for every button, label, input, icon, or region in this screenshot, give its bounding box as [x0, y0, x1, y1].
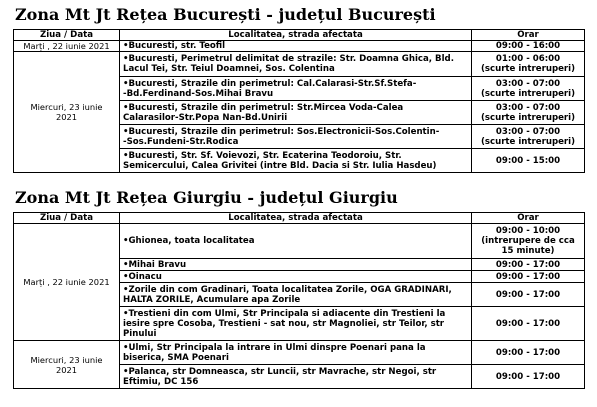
location-cell: •Bucuresti, Perimetrul delimitat de strazile: Str. Doamna Ghica, Bld. Lacul Tei, Str. Teiul Doamnei, Sos. Colentina: [120, 52, 472, 77]
schedule-cell: 03:00 - 07:00 (scurte intreruperi): [472, 125, 585, 149]
table-row: [14, 341, 585, 365]
header-date: Ziua / Data: [14, 30, 120, 41]
section-title: Zona Mt Jt Rețea București - județul București: [15, 5, 436, 24]
table-row: [14, 41, 585, 52]
schedule-cell: 09:00 - 17:00: [472, 271, 585, 283]
table-row: [14, 224, 585, 259]
location-cell: •Ghionea, toata localitatea: [120, 224, 472, 259]
schedule-cell: 01:00 - 06:00 (scurte intreruperi): [472, 52, 585, 77]
schedule-cell: 03:00 - 07:00 (scurte intreruperi): [472, 101, 585, 125]
header-date: Ziua / Data: [14, 213, 120, 224]
table-header-row: [14, 30, 585, 41]
date-cell: Marți , 22 iunie 2021: [14, 224, 120, 341]
location-cell: •Trestieni din com Ulmi, Str Principala si adiacente din Trestieni la iesire spre Cosoba, Trestieni - sat nou, str Magnoliei, str Teilor, str Pinului: [120, 307, 472, 341]
location-cell: •Bucuresti, Strazile din perimetrul: Cal.Calarasi-Str.Sf.Stefa- -Bd.Ferdinand-Sos.Mihai Bravu: [120, 77, 472, 101]
section-title: Zona Mt Jt Rețea Giurgiu - județul Giurgiu: [15, 188, 398, 207]
schedule-cell: 09:00 - 17:00: [472, 283, 585, 307]
schedule-cell: 03:00 - 07:00 (scurte intreruperi): [472, 77, 585, 101]
schedule-cell: 09:00 - 17:00: [472, 259, 585, 271]
date-cell: Marți , 22 iunie 2021: [14, 41, 120, 52]
location-cell: •Oinacu: [120, 271, 472, 283]
table-row: [14, 52, 585, 77]
schedule-cell: 09:00 - 16:00: [472, 41, 585, 52]
location-cell: •Ulmi, Str Principala la intrare in Ulmi dinspre Poenari pana la biserica, SMA Poenari: [120, 341, 472, 365]
location-cell: •Bucuresti, Strazile din perimetrul: Str.Mircea Voda-Calea Calarasilor-Str.Popa Nan-Bd.Unirii: [120, 101, 472, 125]
header-schedule: Orar: [472, 213, 585, 224]
outage-table: [13, 29, 585, 173]
outage-table: [13, 212, 585, 389]
table-header-row: [14, 213, 585, 224]
location-cell: •Bucuresti, Str. Sf. Voievozi, Str. Ecaterina Teodoroiu, Str. Semicercului, Calea Grivitei (intre Bld. Dacia si Str. Iulia Hasdeu): [120, 149, 472, 173]
schedule-cell: 09:00 - 17:00: [472, 365, 585, 389]
location-cell: •Bucuresti, Strazile din perimetrul: Sos.Electronicii-Sos.Colentin- -Sos.Fundeni-Str.Rodica: [120, 125, 472, 149]
location-cell: •Palanca, str Domneasca, str Luncii, str Mavrache, str Negoi, str Eftimiu, DC 156: [120, 365, 472, 389]
schedule-cell: 09:00 - 17:00: [472, 341, 585, 365]
location-cell: •Bucuresti, str. Teofil: [120, 41, 472, 52]
location-cell: •Zorile din com Gradinari, Toata localitatea Zorile, OGA GRADINARI, HALTA ZORILE, Acumulare apa Zorile: [120, 283, 472, 307]
schedule-cell: 09:00 - 17:00: [472, 307, 585, 341]
location-cell: •Mihai Bravu: [120, 259, 472, 271]
schedule-cell: 09:00 - 15:00: [472, 149, 585, 173]
header-location: Localitatea, strada afectata: [120, 213, 472, 224]
header-schedule: Orar: [472, 30, 585, 41]
date-cell: Miercuri, 23 iunie 2021: [14, 341, 120, 389]
date-cell: Miercuri, 23 iunie 2021: [14, 52, 120, 173]
header-location: Localitatea, strada afectata: [120, 30, 472, 41]
schedule-cell: 09:00 - 10:00 (intrerupere de cca 15 minute): [472, 224, 585, 259]
